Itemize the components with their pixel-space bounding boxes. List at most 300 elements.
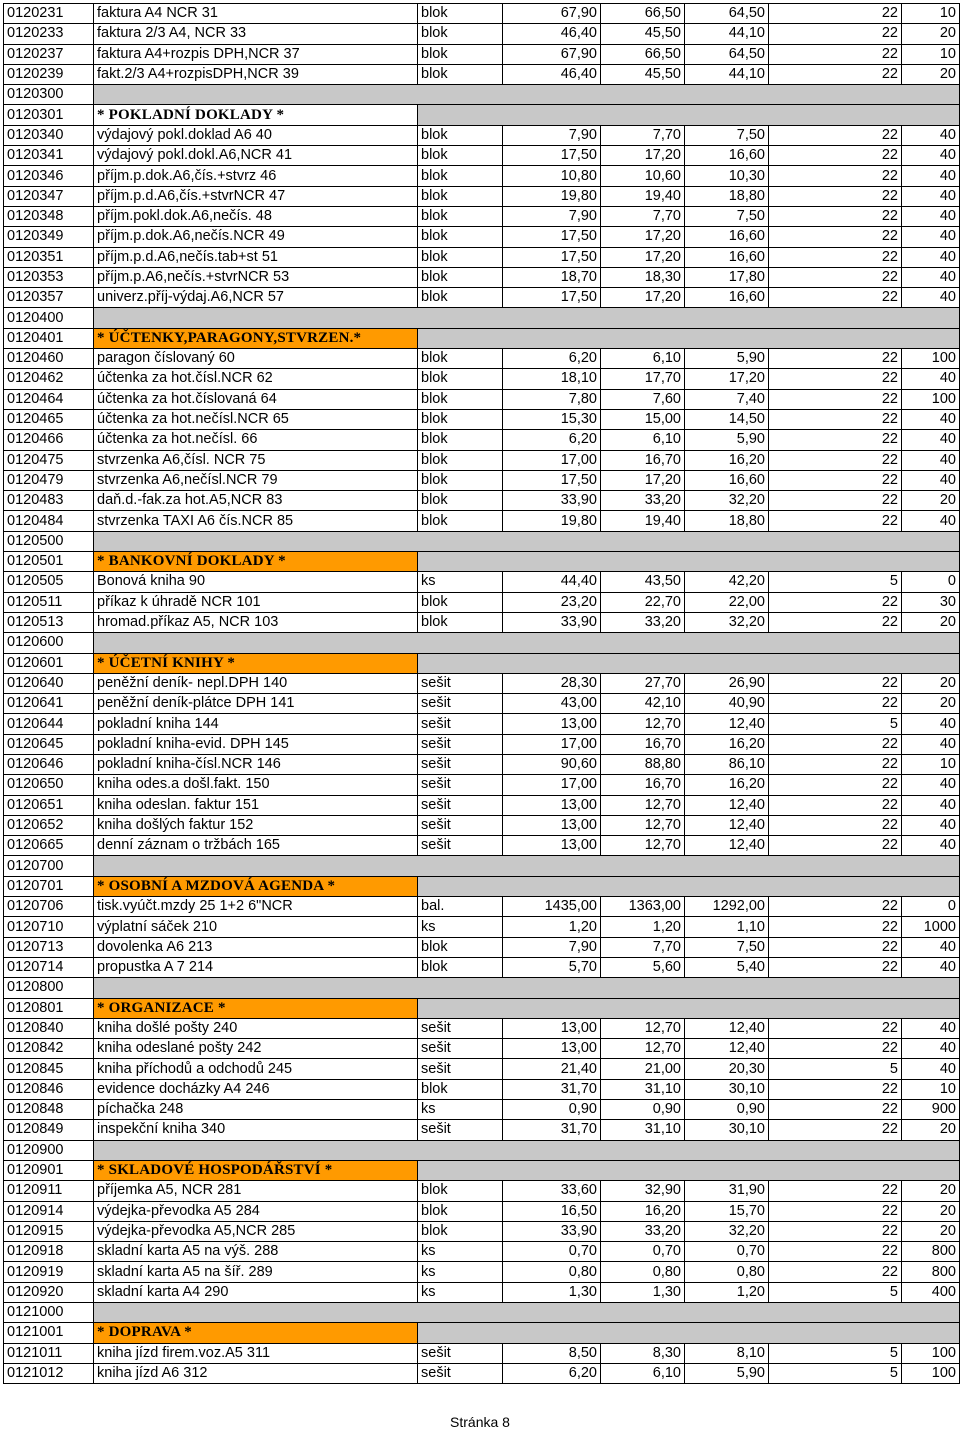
pack-qty-cell: 22 — [769, 470, 902, 490]
product-code-cell: 0120713 — [4, 937, 94, 957]
price-1-cell: 7,90 — [503, 937, 601, 957]
box-qty-cell: 40 — [902, 146, 960, 166]
box-qty-cell: 40 — [902, 267, 960, 287]
price-2-cell: 45,50 — [601, 64, 685, 84]
product-code-cell: 0120340 — [4, 125, 94, 145]
product-code-cell: 0120348 — [4, 206, 94, 226]
product-name-cell: kniha odeslan. faktur 151 — [94, 795, 418, 815]
product-code-cell: 0120511 — [4, 592, 94, 612]
table-row — [4, 369, 960, 389]
pack-qty-cell: 22 — [769, 1018, 902, 1038]
price-1-cell: 8,50 — [503, 1343, 601, 1363]
product-name-cell: pokladní kniha-čísl.NCR 146 — [94, 754, 418, 774]
unit-cell: blok — [418, 125, 503, 145]
box-qty-cell: 40 — [902, 937, 960, 957]
price-1-cell: 23,20 — [503, 592, 601, 612]
section-header-row — [4, 1323, 960, 1343]
box-qty-cell: 40 — [902, 1059, 960, 1079]
unit-cell: blok — [418, 409, 503, 429]
price-3-cell: 31,90 — [685, 1181, 769, 1201]
price-2-cell: 43,50 — [601, 572, 685, 592]
price-2-cell: 12,70 — [601, 815, 685, 835]
box-qty-cell: 40 — [902, 775, 960, 795]
unit-cell: blok — [418, 4, 503, 24]
unit-cell: ks — [418, 1100, 503, 1120]
price-2-cell: 17,20 — [601, 470, 685, 490]
pack-qty-cell: 22 — [769, 754, 902, 774]
pack-qty-cell: 22 — [769, 450, 902, 470]
price-2-cell: 6,10 — [601, 349, 685, 369]
product-code-cell: 0121011 — [4, 1343, 94, 1363]
product-name-cell: výplatní sáček 210 — [94, 917, 418, 937]
box-qty-cell: 400 — [902, 1282, 960, 1302]
product-code-cell: 0120846 — [4, 1079, 94, 1099]
unit-cell: ks — [418, 1242, 503, 1262]
unit-cell: sešit — [418, 775, 503, 795]
product-name-cell: příjm.p.A6,nečís.+stvrNCR 53 — [94, 267, 418, 287]
group-code-row — [4, 308, 960, 328]
price-1-cell: 7,90 — [503, 206, 601, 226]
table-row — [4, 267, 960, 287]
section-header-row — [4, 653, 960, 673]
price-3-cell: 22,00 — [685, 592, 769, 612]
product-name-cell: Bonová kniha 90 — [94, 572, 418, 592]
group-code-cell: 0120700 — [4, 856, 94, 876]
unit-cell: blok — [418, 592, 503, 612]
box-qty-cell: 40 — [902, 206, 960, 226]
table-row — [4, 1282, 960, 1302]
pack-qty-cell: 22 — [769, 491, 902, 511]
price-1-cell: 0,70 — [503, 1242, 601, 1262]
box-qty-cell: 1000 — [902, 917, 960, 937]
price-2-cell: 10,60 — [601, 166, 685, 186]
box-qty-cell: 100 — [902, 1363, 960, 1383]
product-name-cell: pokladní kniha-evid. DPH 145 — [94, 734, 418, 754]
unit-cell: blok — [418, 24, 503, 44]
product-name-cell: výdejka-převodka A5,NCR 285 — [94, 1221, 418, 1241]
section-title-cell: * SKLADOVÉ HOSPODÁŘSTVÍ * — [94, 1160, 418, 1180]
product-name-cell: propustka A 7 214 — [94, 957, 418, 977]
table-row — [4, 815, 960, 835]
price-3-cell: 7,50 — [685, 937, 769, 957]
pack-qty-cell: 22 — [769, 44, 902, 64]
pack-qty-cell: 5 — [769, 1363, 902, 1383]
price-2-cell: 0,70 — [601, 1242, 685, 1262]
pack-qty-cell: 5 — [769, 714, 902, 734]
table-row — [4, 166, 960, 186]
product-name-cell: příjm.p.dok.A6,čís.+stvrz 46 — [94, 166, 418, 186]
price-2-cell: 7,70 — [601, 937, 685, 957]
pack-qty-cell: 22 — [769, 389, 902, 409]
pack-qty-cell: 22 — [769, 917, 902, 937]
price-3-cell: 5,90 — [685, 349, 769, 369]
box-qty-cell: 40 — [902, 511, 960, 531]
table-row — [4, 694, 960, 714]
price-1-cell: 17,50 — [503, 470, 601, 490]
pack-qty-cell: 22 — [769, 1100, 902, 1120]
product-code-cell: 0120505 — [4, 572, 94, 592]
box-qty-cell: 20 — [902, 612, 960, 632]
product-name-cell: kniha odeslané pošty 242 — [94, 1039, 418, 1059]
product-name-cell: kniha jízd firem.voz.A5 311 — [94, 1343, 418, 1363]
price-1-cell: 13,00 — [503, 815, 601, 835]
box-qty-cell: 40 — [902, 186, 960, 206]
price-3-cell: 0,70 — [685, 1242, 769, 1262]
product-code-cell: 0120914 — [4, 1201, 94, 1221]
price-2-cell: 7,70 — [601, 206, 685, 226]
price-3-cell: 30,10 — [685, 1120, 769, 1140]
product-code-cell: 0120239 — [4, 64, 94, 84]
table-row — [4, 44, 960, 64]
product-code-cell: 0120706 — [4, 897, 94, 917]
table-row — [4, 734, 960, 754]
price-1-cell: 43,00 — [503, 694, 601, 714]
price-3-cell: 5,90 — [685, 430, 769, 450]
price-1-cell: 6,20 — [503, 430, 601, 450]
price-3-cell: 5,40 — [685, 957, 769, 977]
price-2-cell: 17,70 — [601, 369, 685, 389]
unit-cell: sešit — [418, 673, 503, 693]
product-code-cell: 0120842 — [4, 1039, 94, 1059]
table-row — [4, 470, 960, 490]
price-3-cell: 32,20 — [685, 491, 769, 511]
product-name-cell: stvrzenka A6,čísl. NCR 75 — [94, 450, 418, 470]
table-row — [4, 714, 960, 734]
unit-cell: blok — [418, 389, 503, 409]
group-code-cell: 0121000 — [4, 1303, 94, 1323]
product-name-cell: hromad.příkaz A5, NCR 103 — [94, 612, 418, 632]
price-1-cell: 31,70 — [503, 1120, 601, 1140]
price-3-cell: 16,20 — [685, 775, 769, 795]
price-1-cell: 31,70 — [503, 1079, 601, 1099]
product-name-cell: výdajový pokl.doklad A6 40 — [94, 125, 418, 145]
product-name-cell: faktura A4 NCR 31 — [94, 4, 418, 24]
table-row — [4, 1018, 960, 1038]
price-1-cell: 19,80 — [503, 511, 601, 531]
price-1-cell: 17,50 — [503, 146, 601, 166]
table-row — [4, 1242, 960, 1262]
price-1-cell: 7,80 — [503, 389, 601, 409]
price-3-cell: 86,10 — [685, 754, 769, 774]
product-name-cell: peněžní deník-plátce DPH 141 — [94, 694, 418, 714]
pack-qty-cell: 22 — [769, 592, 902, 612]
product-name-cell: skladní karta A5 na šíř. 289 — [94, 1262, 418, 1282]
price-1-cell: 67,90 — [503, 4, 601, 24]
section-title-cell: * ÚČETNÍ KNIHY * — [94, 653, 418, 673]
box-qty-cell: 40 — [902, 957, 960, 977]
price-1-cell: 6,20 — [503, 349, 601, 369]
pack-qty-cell: 22 — [769, 836, 902, 856]
price-2-cell: 5,60 — [601, 957, 685, 977]
table-row — [4, 1363, 960, 1383]
table-row — [4, 836, 960, 856]
product-name-cell: výdajový pokl.dokl.A6,NCR 41 — [94, 146, 418, 166]
pack-qty-cell: 22 — [769, 612, 902, 632]
price-2-cell: 12,70 — [601, 1039, 685, 1059]
table-row — [4, 1201, 960, 1221]
pack-qty-cell: 22 — [769, 125, 902, 145]
price-1-cell: 46,40 — [503, 64, 601, 84]
price-2-cell: 12,70 — [601, 795, 685, 815]
pack-qty-cell: 22 — [769, 1262, 902, 1282]
pack-qty-cell: 22 — [769, 957, 902, 977]
product-code-cell: 0120644 — [4, 714, 94, 734]
box-qty-cell: 40 — [902, 288, 960, 308]
group-code-cell: 0120800 — [4, 978, 94, 998]
box-qty-cell: 20 — [902, 1201, 960, 1221]
group-code-cell: 0120300 — [4, 85, 94, 105]
section-code-cell: 0120701 — [4, 876, 94, 896]
price-1-cell: 13,00 — [503, 714, 601, 734]
pack-qty-cell: 5 — [769, 1282, 902, 1302]
product-code-cell: 0120845 — [4, 1059, 94, 1079]
product-code-cell: 0120652 — [4, 815, 94, 835]
price-list-table — [3, 3, 960, 1384]
unit-cell: sešit — [418, 754, 503, 774]
unit-cell: sešit — [418, 1363, 503, 1383]
box-qty-cell: 10 — [902, 44, 960, 64]
product-code-cell: 0120651 — [4, 795, 94, 815]
box-qty-cell: 40 — [902, 795, 960, 815]
section-header-row — [4, 552, 960, 572]
box-qty-cell: 20 — [902, 673, 960, 693]
box-qty-cell: 40 — [902, 369, 960, 389]
product-name-cell: kniha jízd A6 312 — [94, 1363, 418, 1383]
product-name-cell: účtenka za hot.číslovaná 64 — [94, 389, 418, 409]
product-name-cell: skladní karta A4 290 — [94, 1282, 418, 1302]
pack-qty-cell: 22 — [769, 430, 902, 450]
unit-cell: blok — [418, 247, 503, 267]
price-3-cell: 64,50 — [685, 44, 769, 64]
price-3-cell: 12,40 — [685, 1039, 769, 1059]
price-1-cell: 17,50 — [503, 227, 601, 247]
pack-qty-cell: 22 — [769, 247, 902, 267]
product-code-cell: 0120484 — [4, 511, 94, 531]
price-1-cell: 0,80 — [503, 1262, 601, 1282]
group-code-row — [4, 978, 960, 998]
unit-cell: blok — [418, 491, 503, 511]
pack-qty-cell: 5 — [769, 1343, 902, 1363]
price-2-cell: 19,40 — [601, 186, 685, 206]
product-name-cell: výdejka-převodka A5 284 — [94, 1201, 418, 1221]
price-1-cell: 90,60 — [503, 754, 601, 774]
box-qty-cell: 800 — [902, 1262, 960, 1282]
price-1-cell: 67,90 — [503, 44, 601, 64]
unit-cell: blok — [418, 267, 503, 287]
price-1-cell: 33,90 — [503, 1221, 601, 1241]
price-2-cell: 42,10 — [601, 694, 685, 714]
table-row — [4, 4, 960, 24]
unit-cell: sešit — [418, 836, 503, 856]
product-code-cell: 0120483 — [4, 491, 94, 511]
product-code-cell: 0120665 — [4, 836, 94, 856]
price-1-cell: 16,50 — [503, 1201, 601, 1221]
unit-cell: blok — [418, 369, 503, 389]
pack-qty-cell: 22 — [769, 1039, 902, 1059]
box-qty-cell: 20 — [902, 24, 960, 44]
page-number: Stránka 8 — [450, 1414, 510, 1430]
box-qty-cell: 100 — [902, 389, 960, 409]
group-fill-cell — [94, 1303, 960, 1323]
unit-cell: blok — [418, 430, 503, 450]
price-3-cell: 16,60 — [685, 247, 769, 267]
product-code-cell: 0120918 — [4, 1242, 94, 1262]
price-1-cell: 13,00 — [503, 795, 601, 815]
section-fill-cell — [418, 876, 960, 896]
price-2-cell: 12,70 — [601, 836, 685, 856]
price-1-cell: 46,40 — [503, 24, 601, 44]
unit-cell: blok — [418, 166, 503, 186]
unit-cell: blok — [418, 612, 503, 632]
product-name-cell: účtenka za hot.čísl.NCR 62 — [94, 369, 418, 389]
price-3-cell: 12,40 — [685, 714, 769, 734]
price-2-cell: 15,00 — [601, 409, 685, 429]
price-1-cell: 17,50 — [503, 288, 601, 308]
box-qty-cell: 40 — [902, 166, 960, 186]
price-2-cell: 66,50 — [601, 44, 685, 64]
table-row — [4, 1262, 960, 1282]
table-row — [4, 186, 960, 206]
price-2-cell: 17,20 — [601, 247, 685, 267]
table-row — [4, 491, 960, 511]
price-2-cell: 17,20 — [601, 288, 685, 308]
table-row — [4, 409, 960, 429]
group-code-row — [4, 531, 960, 551]
product-code-cell: 0120357 — [4, 288, 94, 308]
section-title-cell: * ORGANIZACE * — [94, 998, 418, 1018]
table-row — [4, 572, 960, 592]
price-3-cell: 12,40 — [685, 815, 769, 835]
box-qty-cell: 20 — [902, 491, 960, 511]
product-name-cell: kniha došlých faktur 152 — [94, 815, 418, 835]
group-code-row — [4, 1303, 960, 1323]
unit-cell: blok — [418, 1181, 503, 1201]
pack-qty-cell: 22 — [769, 288, 902, 308]
unit-cell: blok — [418, 450, 503, 470]
price-1-cell: 13,00 — [503, 1018, 601, 1038]
unit-cell: blok — [418, 1201, 503, 1221]
unit-cell: blok — [418, 288, 503, 308]
price-1-cell: 33,90 — [503, 612, 601, 632]
table-row — [4, 64, 960, 84]
price-3-cell: 1292,00 — [685, 897, 769, 917]
table-row — [4, 612, 960, 632]
product-code-cell: 0120341 — [4, 146, 94, 166]
section-code-cell: 0120401 — [4, 328, 94, 348]
section-header-row — [4, 105, 960, 125]
price-3-cell: 17,20 — [685, 369, 769, 389]
group-fill-cell — [94, 85, 960, 105]
price-1-cell: 15,30 — [503, 409, 601, 429]
table-row — [4, 247, 960, 267]
section-title-cell: * BANKOVNÍ DOKLADY * — [94, 552, 418, 572]
product-code-cell: 0120233 — [4, 24, 94, 44]
price-3-cell: 15,70 — [685, 1201, 769, 1221]
product-code-cell: 0120479 — [4, 470, 94, 490]
product-code-cell: 0120351 — [4, 247, 94, 267]
section-fill-cell — [418, 1323, 960, 1343]
table-row — [4, 24, 960, 44]
price-3-cell: 44,10 — [685, 24, 769, 44]
pack-qty-cell: 22 — [769, 1120, 902, 1140]
price-3-cell: 1,20 — [685, 1282, 769, 1302]
section-header-row — [4, 328, 960, 348]
table-row — [4, 146, 960, 166]
box-qty-cell: 40 — [902, 125, 960, 145]
price-2-cell: 21,00 — [601, 1059, 685, 1079]
pack-qty-cell: 22 — [769, 775, 902, 795]
unit-cell: blok — [418, 186, 503, 206]
unit-cell: blok — [418, 511, 503, 531]
box-qty-cell: 0 — [902, 572, 960, 592]
table-row — [4, 430, 960, 450]
pack-qty-cell: 22 — [769, 227, 902, 247]
price-2-cell: 1,30 — [601, 1282, 685, 1302]
pack-qty-cell: 22 — [769, 795, 902, 815]
price-2-cell: 45,50 — [601, 24, 685, 44]
price-3-cell: 0,80 — [685, 1262, 769, 1282]
group-code-cell: 0120600 — [4, 633, 94, 653]
unit-cell: blok — [418, 146, 503, 166]
table-row — [4, 1120, 960, 1140]
pack-qty-cell: 22 — [769, 166, 902, 186]
price-3-cell: 12,40 — [685, 1018, 769, 1038]
pack-qty-cell: 22 — [769, 409, 902, 429]
table-row — [4, 1039, 960, 1059]
box-qty-cell: 20 — [902, 694, 960, 714]
table-row — [4, 227, 960, 247]
pack-qty-cell: 22 — [769, 937, 902, 957]
price-2-cell: 7,60 — [601, 389, 685, 409]
table-row — [4, 125, 960, 145]
table-row — [4, 389, 960, 409]
price-3-cell: 0,90 — [685, 1100, 769, 1120]
box-qty-cell: 800 — [902, 1242, 960, 1262]
price-2-cell: 16,70 — [601, 734, 685, 754]
unit-cell: blok — [418, 206, 503, 226]
price-2-cell: 16,20 — [601, 1201, 685, 1221]
product-code-cell: 0120848 — [4, 1100, 94, 1120]
price-1-cell: 1435,00 — [503, 897, 601, 917]
price-2-cell: 8,30 — [601, 1343, 685, 1363]
section-header-row — [4, 1160, 960, 1180]
section-code-cell: 0120801 — [4, 998, 94, 1018]
table-row — [4, 450, 960, 470]
price-2-cell: 27,70 — [601, 673, 685, 693]
product-name-cell: příkaz k úhradě NCR 101 — [94, 592, 418, 612]
price-3-cell: 17,80 — [685, 267, 769, 287]
pack-qty-cell: 5 — [769, 572, 902, 592]
price-2-cell: 1,20 — [601, 917, 685, 937]
box-qty-cell: 40 — [902, 247, 960, 267]
product-code-cell: 0120915 — [4, 1221, 94, 1241]
price-1-cell: 18,70 — [503, 267, 601, 287]
price-1-cell: 0,90 — [503, 1100, 601, 1120]
unit-cell: blok — [418, 44, 503, 64]
price-3-cell: 16,60 — [685, 146, 769, 166]
table-row — [4, 288, 960, 308]
section-fill-cell — [418, 1160, 960, 1180]
product-code-cell: 0120714 — [4, 957, 94, 977]
product-name-cell: příjm.p.d.A6,nečís.tab+st 51 — [94, 247, 418, 267]
price-1-cell: 1,20 — [503, 917, 601, 937]
product-code-cell: 0120919 — [4, 1262, 94, 1282]
product-name-cell: tisk.vyúčt.mzdy 25 1+2 6"NCR — [94, 897, 418, 917]
pack-qty-cell: 22 — [769, 694, 902, 714]
price-2-cell: 18,30 — [601, 267, 685, 287]
table-row — [4, 754, 960, 774]
pack-qty-cell: 22 — [769, 815, 902, 835]
